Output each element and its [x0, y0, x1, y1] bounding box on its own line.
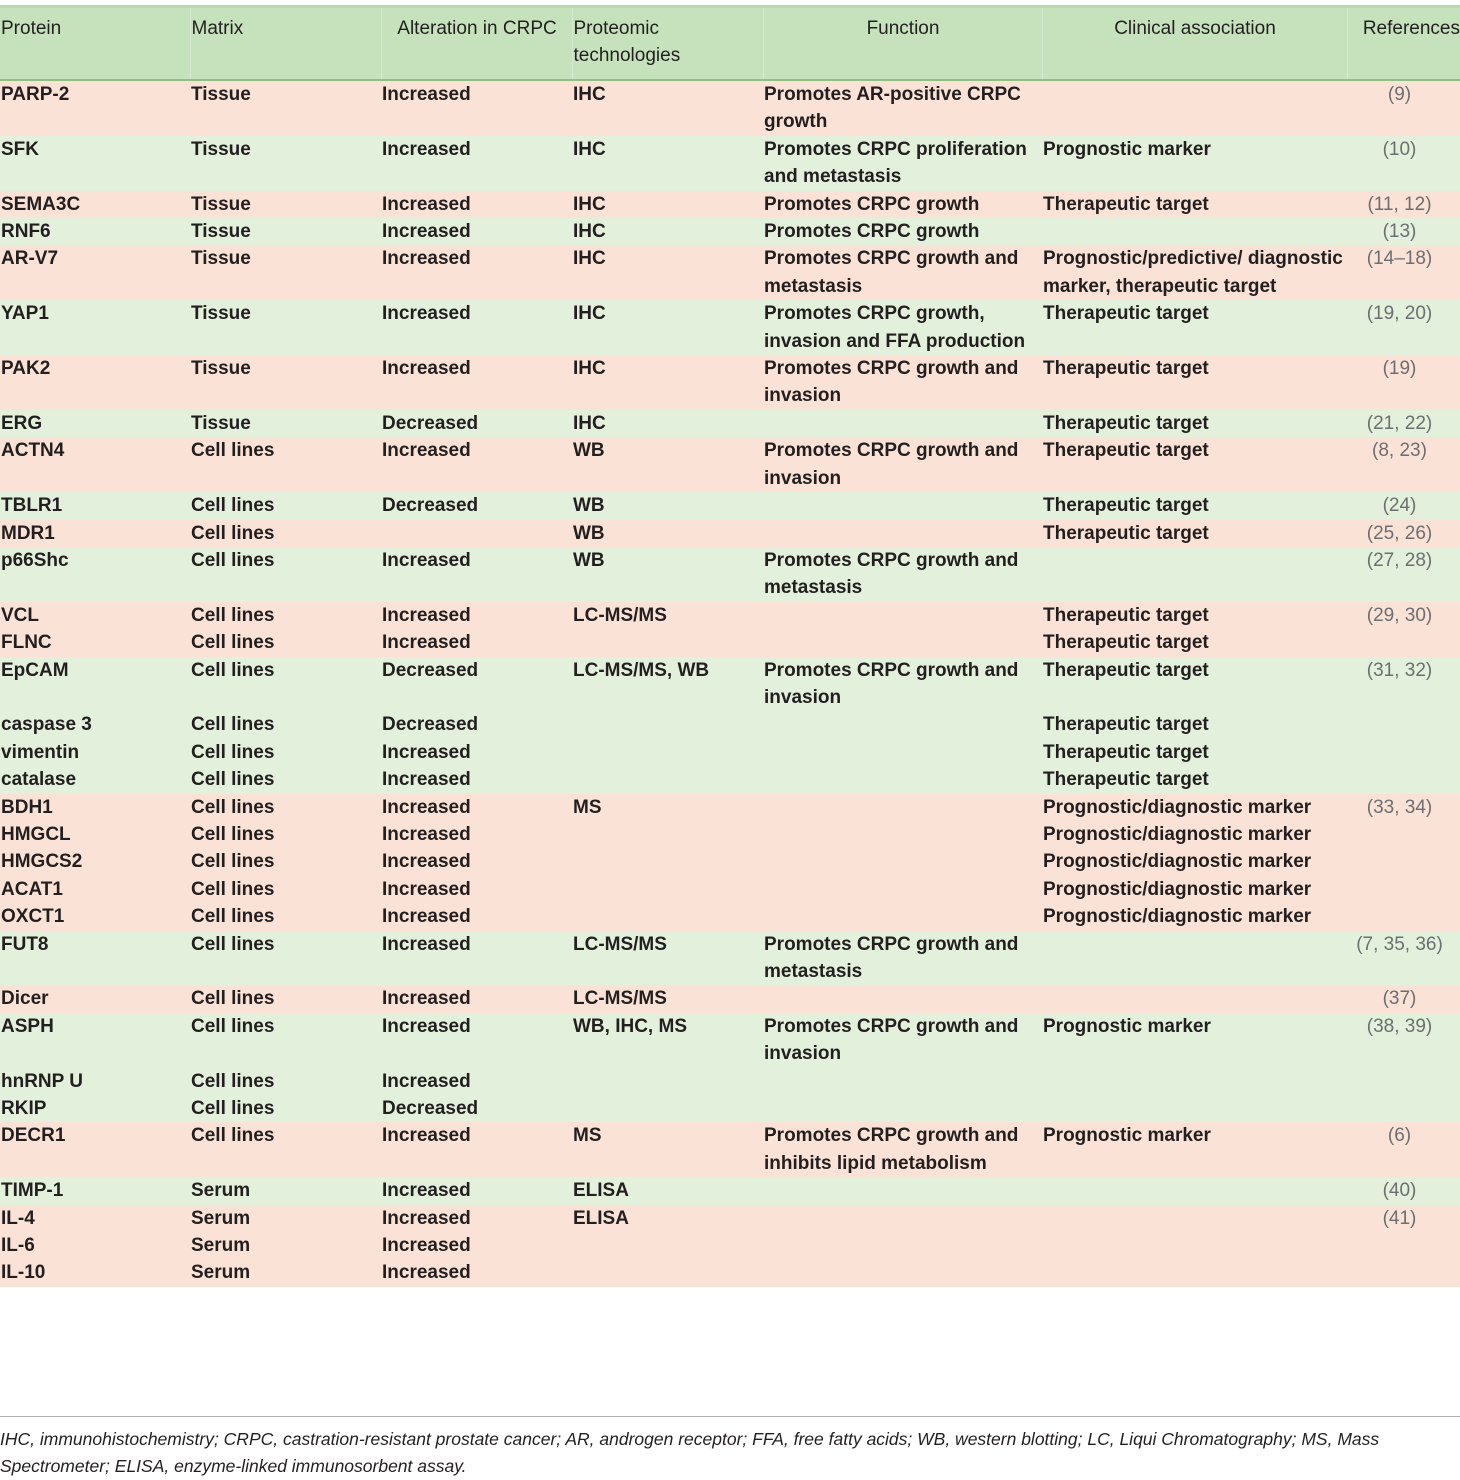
alteration-cell: Increased: [381, 1259, 572, 1286]
technology-cell: MS: [572, 1122, 763, 1177]
function-cell: Promotes CRPC growth, invasion and FFA production: [763, 300, 1042, 355]
function-cell: [763, 410, 1042, 437]
protein-cell: AR-V7: [0, 245, 190, 300]
alteration-cell: Decreased: [381, 657, 572, 712]
technology-cell: IHC: [572, 410, 763, 437]
table-row: [0, 520, 1460, 547]
alteration-cell: Increased: [381, 821, 572, 848]
table-row: [0, 903, 1460, 930]
matrix-cell: Cell lines: [190, 739, 381, 766]
matrix-cell: Tissue: [190, 191, 381, 218]
table-row: [0, 245, 1460, 300]
table-row: [0, 657, 1460, 712]
function-cell: Promotes CRPC growth and inhibits lipid metabolism: [763, 1122, 1042, 1177]
technology-cell: ELISA: [572, 1177, 763, 1204]
protein-cell: PARP-2: [0, 81, 190, 136]
function-cell: [763, 1205, 1042, 1232]
function-cell: Promotes AR-positive CRPC growth: [763, 81, 1042, 136]
protein-cell: ASPH: [0, 1013, 190, 1068]
clinical-cell: Prognostic/diagnostic marker: [1042, 821, 1347, 848]
protein-cell: DECR1: [0, 1122, 190, 1177]
table-row: [0, 191, 1460, 218]
function-cell: [763, 1232, 1042, 1259]
clinical-cell: Therapeutic target: [1042, 437, 1347, 492]
matrix-cell: Cell lines: [190, 1068, 381, 1095]
clinical-cell: [1042, 931, 1347, 986]
references-cell: (24): [1347, 492, 1460, 519]
function-cell: [763, 985, 1042, 1012]
technology-cell: [572, 1259, 763, 1286]
matrix-cell: Cell lines: [190, 876, 381, 903]
matrix-cell: Serum: [190, 1205, 381, 1232]
function-cell: Promotes CRPC growth and invasion: [763, 657, 1042, 712]
references-cell: (29, 30): [1347, 602, 1460, 629]
alteration-cell: Decreased: [381, 410, 572, 437]
references-cell: (31, 32): [1347, 657, 1460, 712]
references-cell: (37): [1347, 985, 1460, 1012]
clinical-cell: Therapeutic target: [1042, 410, 1347, 437]
protein-cell: VCL: [0, 602, 190, 629]
references-cell: [1347, 766, 1460, 793]
function-cell: Promotes CRPC growth: [763, 191, 1042, 218]
alteration-cell: Decreased: [381, 711, 572, 738]
matrix-cell: Cell lines: [190, 711, 381, 738]
references-cell: [1347, 1095, 1460, 1122]
table-row: [0, 739, 1460, 766]
matrix-cell: Cell lines: [190, 492, 381, 519]
function-cell: Promotes CRPC growth and metastasis: [763, 931, 1042, 986]
protein-cell: FUT8: [0, 931, 190, 986]
table-row: [0, 1068, 1460, 1095]
table-row: [0, 547, 1460, 602]
technology-cell: IHC: [572, 136, 763, 191]
protein-cell: IL-4: [0, 1205, 190, 1232]
alteration-cell: Increased: [381, 81, 572, 136]
clinical-cell: Therapeutic target: [1042, 766, 1347, 793]
function-cell: [763, 766, 1042, 793]
clinical-cell: [1042, 1232, 1347, 1259]
function-cell: Promotes CRPC growth: [763, 218, 1042, 245]
references-cell: [1347, 903, 1460, 930]
protein-cell: TBLR1: [0, 492, 190, 519]
references-cell: (11, 12): [1347, 191, 1460, 218]
technology-cell: WB, IHC, MS: [572, 1013, 763, 1068]
clinical-cell: Therapeutic target: [1042, 191, 1347, 218]
table-row: [0, 629, 1460, 656]
technology-cell: WB: [572, 437, 763, 492]
technology-cell: LC-MS/MS: [572, 931, 763, 986]
references-cell: (19): [1347, 355, 1460, 410]
matrix-cell: Serum: [190, 1259, 381, 1286]
bottom-rule: [0, 1416, 1460, 1417]
function-cell: [763, 492, 1042, 519]
matrix-cell: Cell lines: [190, 602, 381, 629]
clinical-cell: Therapeutic target: [1042, 520, 1347, 547]
references-cell: [1347, 1068, 1460, 1095]
clinical-cell: Prognostic/diagnostic marker: [1042, 848, 1347, 875]
table-row: [0, 136, 1460, 191]
technology-cell: WB: [572, 520, 763, 547]
alteration-cell: Increased: [381, 629, 572, 656]
table-row: [0, 931, 1460, 986]
alteration-cell: Increased: [381, 1232, 572, 1259]
references-cell: (6): [1347, 1122, 1460, 1177]
alteration-cell: [381, 520, 572, 547]
matrix-cell: Cell lines: [190, 821, 381, 848]
matrix-cell: Cell lines: [190, 931, 381, 986]
clinical-cell: [1042, 1259, 1347, 1286]
technology-cell: MS: [572, 794, 763, 821]
table-row: [0, 766, 1460, 793]
references-cell: [1347, 629, 1460, 656]
function-cell: Promotes CRPC growth and metastasis: [763, 547, 1042, 602]
table-row: [0, 218, 1460, 245]
references-cell: (7, 35, 36): [1347, 931, 1460, 986]
alteration-cell: Increased: [381, 355, 572, 410]
technology-cell: IHC: [572, 355, 763, 410]
references-cell: (38, 39): [1347, 1013, 1460, 1068]
protein-cell: p66Shc: [0, 547, 190, 602]
protein-cell: TIMP-1: [0, 1177, 190, 1204]
table-footnote: IHC, immunohistochemistry; CRPC, castration-resistant prostate cancer; AR, androgen receptor; FFA, free fatty acids; WB, western blotting; LC, Liqui Chromatography; MS, Mass Spectrometer; ELISA, enzyme-linked immunosorbent assay.: [0, 1429, 1380, 1476]
clinical-cell: [1042, 1068, 1347, 1095]
references-cell: (13): [1347, 218, 1460, 245]
protein-cell: MDR1: [0, 520, 190, 547]
function-cell: [763, 903, 1042, 930]
function-cell: [763, 520, 1042, 547]
table-row: [0, 410, 1460, 437]
technology-cell: IHC: [572, 245, 763, 300]
matrix-cell: Cell lines: [190, 985, 381, 1012]
clinical-cell: Prognostic/predictive/ diagnostic marker, therapeutic target: [1042, 245, 1347, 300]
function-cell: [763, 821, 1042, 848]
technology-cell: IHC: [572, 218, 763, 245]
function-cell: Promotes CRPC proliferation and metastasis: [763, 136, 1042, 191]
alteration-cell: Decreased: [381, 1095, 572, 1122]
protein-cell: RKIP: [0, 1095, 190, 1122]
function-cell: [763, 1177, 1042, 1204]
clinical-cell: Therapeutic target: [1042, 300, 1347, 355]
header-alteration: Alteration in CRPC: [381, 8, 572, 72]
references-cell: [1347, 876, 1460, 903]
alteration-cell: Increased: [381, 602, 572, 629]
protein-cell: catalase: [0, 766, 190, 793]
references-cell: (40): [1347, 1177, 1460, 1204]
technology-cell: IHC: [572, 191, 763, 218]
protein-cell: RNF6: [0, 218, 190, 245]
alteration-cell: Increased: [381, 547, 572, 602]
table-row: [0, 1259, 1460, 1286]
technology-cell: [572, 739, 763, 766]
technology-cell: [572, 1095, 763, 1122]
alteration-cell: Increased: [381, 985, 572, 1012]
references-cell: [1347, 739, 1460, 766]
clinical-cell: [1042, 1205, 1347, 1232]
technology-cell: [572, 1232, 763, 1259]
matrix-cell: Cell lines: [190, 520, 381, 547]
matrix-cell: Cell lines: [190, 437, 381, 492]
clinical-cell: [1042, 985, 1347, 1012]
references-cell: [1347, 821, 1460, 848]
table-body: [0, 81, 1460, 1287]
clinical-cell: Prognostic/diagnostic marker: [1042, 876, 1347, 903]
clinical-cell: Therapeutic target: [1042, 711, 1347, 738]
alteration-cell: Increased: [381, 766, 572, 793]
table-row: [0, 1232, 1460, 1259]
technology-cell: ELISA: [572, 1205, 763, 1232]
technology-cell: WB: [572, 492, 763, 519]
technology-cell: LC-MS/MS: [572, 985, 763, 1012]
header-function: Function: [763, 8, 1042, 72]
references-cell: (33, 34): [1347, 794, 1460, 821]
clinical-cell: [1042, 1177, 1347, 1204]
alteration-cell: Increased: [381, 848, 572, 875]
protein-cell: ACAT1: [0, 876, 190, 903]
table-row: [0, 848, 1460, 875]
references-cell: [1347, 1232, 1460, 1259]
alteration-cell: Increased: [381, 794, 572, 821]
header-technologies: Proteomic technologies: [572, 8, 763, 72]
protein-cell: EpCAM: [0, 657, 190, 712]
alteration-cell: Increased: [381, 876, 572, 903]
function-cell: [763, 602, 1042, 629]
alteration-cell: Increased: [381, 1205, 572, 1232]
references-cell: (27, 28): [1347, 547, 1460, 602]
alteration-cell: Increased: [381, 1013, 572, 1068]
technology-cell: [572, 766, 763, 793]
function-cell: Promotes CRPC growth and metastasis: [763, 245, 1042, 300]
table-row: [0, 355, 1460, 410]
technology-cell: [572, 821, 763, 848]
matrix-cell: Tissue: [190, 300, 381, 355]
alteration-cell: Increased: [381, 437, 572, 492]
table-row: [0, 492, 1460, 519]
clinical-cell: [1042, 1095, 1347, 1122]
clinical-cell: Therapeutic target: [1042, 657, 1347, 712]
matrix-cell: Serum: [190, 1232, 381, 1259]
table-row: [0, 876, 1460, 903]
clinical-cell: Therapeutic target: [1042, 492, 1347, 519]
alteration-cell: Increased: [381, 300, 572, 355]
matrix-cell: Serum: [190, 1177, 381, 1204]
references-cell: [1347, 848, 1460, 875]
clinical-cell: Prognostic marker: [1042, 136, 1347, 191]
matrix-cell: Cell lines: [190, 1095, 381, 1122]
alteration-cell: Increased: [381, 1068, 572, 1095]
alteration-cell: Increased: [381, 245, 572, 300]
protein-cell: OXCT1: [0, 903, 190, 930]
matrix-cell: Cell lines: [190, 629, 381, 656]
alteration-cell: Decreased: [381, 492, 572, 519]
matrix-cell: Cell lines: [190, 766, 381, 793]
protein-cell: FLNC: [0, 629, 190, 656]
clinical-cell: Therapeutic target: [1042, 629, 1347, 656]
references-cell: (25, 26): [1347, 520, 1460, 547]
table-row: [0, 1205, 1460, 1232]
technology-cell: [572, 629, 763, 656]
table-row: [0, 821, 1460, 848]
technology-cell: [572, 848, 763, 875]
header-matrix: Matrix: [190, 8, 381, 72]
references-cell: (41): [1347, 1205, 1460, 1232]
function-cell: [763, 848, 1042, 875]
matrix-cell: Tissue: [190, 245, 381, 300]
table-row: [0, 1095, 1460, 1122]
clinical-cell: Therapeutic target: [1042, 602, 1347, 629]
technology-cell: [572, 711, 763, 738]
function-cell: [763, 1068, 1042, 1095]
matrix-cell: Cell lines: [190, 903, 381, 930]
alteration-cell: Increased: [381, 931, 572, 986]
alteration-cell: Increased: [381, 191, 572, 218]
alteration-cell: Increased: [381, 1122, 572, 1177]
matrix-cell: Cell lines: [190, 1122, 381, 1177]
table-row: [0, 602, 1460, 629]
clinical-cell: [1042, 547, 1347, 602]
protein-cell: caspase 3: [0, 711, 190, 738]
function-cell: [763, 629, 1042, 656]
references-cell: (9): [1347, 81, 1460, 136]
matrix-cell: Cell lines: [190, 848, 381, 875]
clinical-cell: Prognostic marker: [1042, 1013, 1347, 1068]
alteration-cell: Increased: [381, 903, 572, 930]
table-row: [0, 1013, 1460, 1068]
clinical-cell: Prognostic/diagnostic marker: [1042, 794, 1347, 821]
function-cell: [763, 739, 1042, 766]
technology-cell: IHC: [572, 81, 763, 136]
clinical-cell: [1042, 218, 1347, 245]
technology-cell: [572, 876, 763, 903]
header-clinical: Clinical association: [1042, 8, 1347, 72]
clinical-cell: Prognostic marker: [1042, 1122, 1347, 1177]
matrix-cell: Tissue: [190, 81, 381, 136]
references-cell: [1347, 711, 1460, 738]
matrix-cell: Cell lines: [190, 547, 381, 602]
table-row: [0, 711, 1460, 738]
clinical-cell: Therapeutic target: [1042, 739, 1347, 766]
function-cell: Promotes CRPC growth and invasion: [763, 1013, 1042, 1068]
protein-cell: SFK: [0, 136, 190, 191]
protein-table: [0, 8, 1460, 1287]
protein-cell: HMGCL: [0, 821, 190, 848]
table-row: [0, 300, 1460, 355]
protein-cell: vimentin: [0, 739, 190, 766]
function-cell: Promotes CRPC growth and invasion: [763, 355, 1042, 410]
header-protein: Protein: [0, 8, 190, 72]
protein-cell: SEMA3C: [0, 191, 190, 218]
references-cell: (8, 23): [1347, 437, 1460, 492]
header-references: References: [1347, 8, 1460, 72]
protein-cell: YAP1: [0, 300, 190, 355]
matrix-cell: Cell lines: [190, 1013, 381, 1068]
technology-cell: LC-MS/MS, WB: [572, 657, 763, 712]
function-cell: Promotes CRPC growth and invasion: [763, 437, 1042, 492]
clinical-cell: Prognostic/diagnostic marker: [1042, 903, 1347, 930]
protein-cell: BDH1: [0, 794, 190, 821]
table-row: [0, 437, 1460, 492]
function-cell: [763, 1095, 1042, 1122]
protein-cell: ACTN4: [0, 437, 190, 492]
alteration-cell: Increased: [381, 739, 572, 766]
table-row: [0, 81, 1460, 136]
matrix-cell: Cell lines: [190, 657, 381, 712]
function-cell: [763, 711, 1042, 738]
protein-cell: IL-10: [0, 1259, 190, 1286]
table-row: [0, 1122, 1460, 1177]
protein-cell: ERG: [0, 410, 190, 437]
alteration-cell: Increased: [381, 218, 572, 245]
matrix-cell: Tissue: [190, 355, 381, 410]
matrix-cell: Tissue: [190, 410, 381, 437]
matrix-cell: Tissue: [190, 136, 381, 191]
function-cell: [763, 876, 1042, 903]
table-row: [0, 1177, 1460, 1204]
references-cell: (19, 20): [1347, 300, 1460, 355]
protein-cell: PAK2: [0, 355, 190, 410]
references-cell: (10): [1347, 136, 1460, 191]
protein-cell: hnRNP U: [0, 1068, 190, 1095]
alteration-cell: Increased: [381, 136, 572, 191]
clinical-cell: [1042, 81, 1347, 136]
technology-cell: [572, 903, 763, 930]
protein-cell: HMGCS2: [0, 848, 190, 875]
references-cell: [1347, 1259, 1460, 1286]
function-cell: [763, 1259, 1042, 1286]
technology-cell: LC-MS/MS: [572, 602, 763, 629]
technology-cell: IHC: [572, 300, 763, 355]
table-row: [0, 985, 1460, 1012]
technology-cell: [572, 1068, 763, 1095]
matrix-cell: Cell lines: [190, 794, 381, 821]
references-cell: (21, 22): [1347, 410, 1460, 437]
references-cell: (14–18): [1347, 245, 1460, 300]
function-cell: [763, 794, 1042, 821]
protein-cell: Dicer: [0, 985, 190, 1012]
table-row: [0, 794, 1460, 821]
table-header: [0, 8, 1460, 81]
matrix-cell: Tissue: [190, 218, 381, 245]
technology-cell: WB: [572, 547, 763, 602]
protein-cell: IL-6: [0, 1232, 190, 1259]
alteration-cell: Increased: [381, 1177, 572, 1204]
clinical-cell: Therapeutic target: [1042, 355, 1347, 410]
